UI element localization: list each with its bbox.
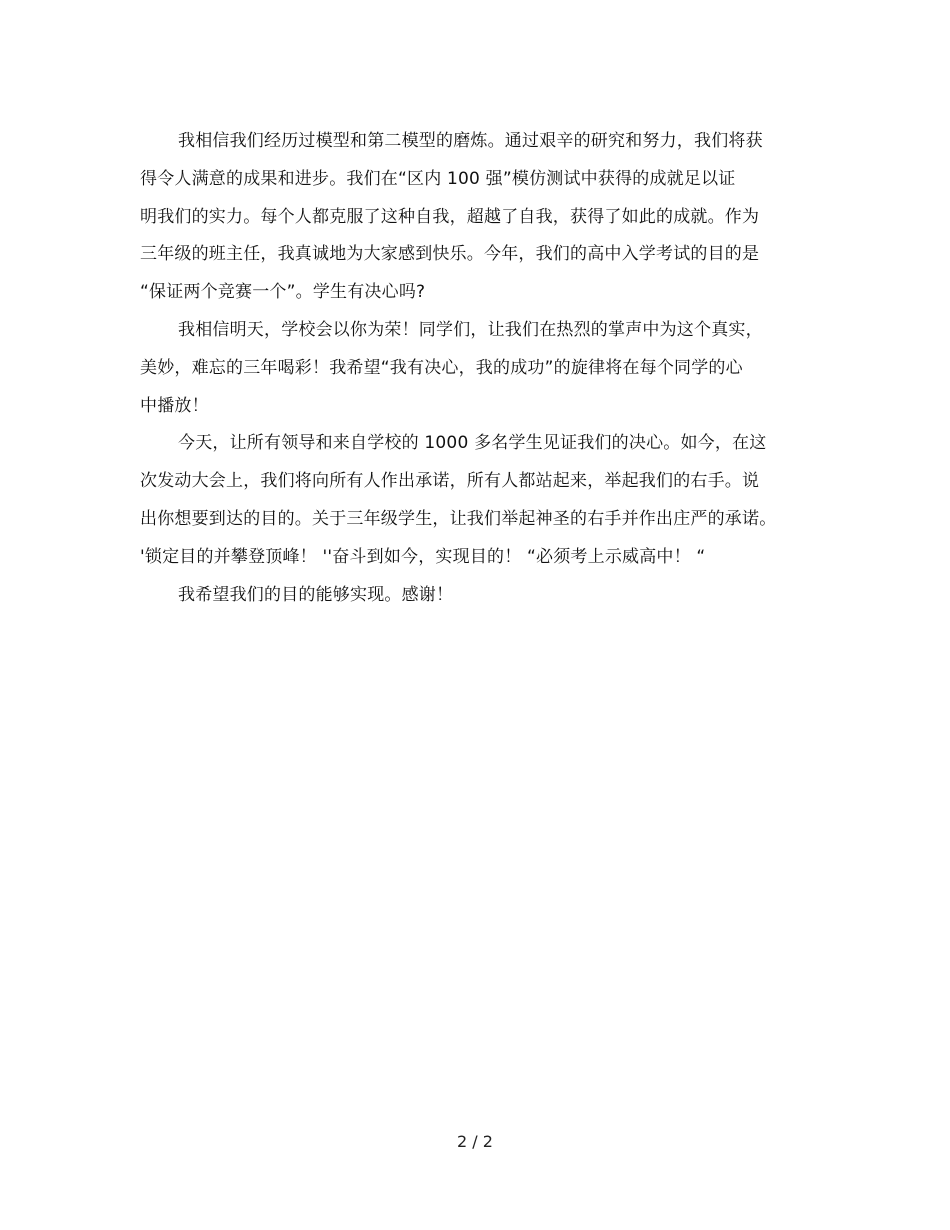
paragraph-1-line-1: 我相信我们经历过模型和第二模型的磨炼。通过艰辛的研究和努力，我们将获 bbox=[178, 131, 763, 151]
page-number: 2 / 2 bbox=[457, 1132, 493, 1151]
paragraph-3-line-3: 出你想要到达的目的。关于三年级学生，让我们举起神圣的右手并作出庄严的承诺。 bbox=[140, 508, 777, 529]
document-body bbox=[140, 123, 830, 614]
paragraph-4-line-1: 我希望我们的目的能够实现。感谢！ bbox=[178, 584, 454, 605]
paragraph-1-line-2: 得令人满意的成果和进步。我们在“区内 100 强”模仿测试中获得的成就足以证 bbox=[140, 168, 736, 189]
paragraph-3-line-1: 今天，让所有领导和来自学校的 1000 多名学生见证我们的决心。如今，在这 bbox=[178, 433, 767, 454]
paragraph-1-line-3: 明我们的实力。每个人都克服了这种自我，超越了自我，获得了如此的成就。作为 bbox=[140, 206, 760, 227]
paragraph-1-line-4: 三年级的班主任，我真诚地为大家感到快乐。今年，我们的高中入学考试的目的是 bbox=[140, 244, 760, 265]
paragraph-2-line-1: 我相信明天，学校会以你为荣！同学们，让我们在热烈的掌声中为这个真实， bbox=[178, 319, 763, 340]
paragraph-1-line-5: “保证两个竞赛一个”。学生有决心吗? bbox=[140, 282, 426, 303]
paragraph-2-line-3: 中播放！ bbox=[140, 395, 209, 416]
paragraph-3-line-4: '锁定目的并攀登顶峰！ ''奋斗到如今，实现目的！ “必须考上示威高中！ “ bbox=[140, 546, 706, 567]
paragraph-3-line-2: 次发动大会上，我们将向所有人作出承诺，所有人都站起来，举起我们的右手。说 bbox=[140, 471, 760, 492]
paragraph-2-line-2: 美妙，难忘的三年喝彩！我希望“我有决心，我的成功”的旋律将在每个同学的心 bbox=[140, 357, 743, 378]
